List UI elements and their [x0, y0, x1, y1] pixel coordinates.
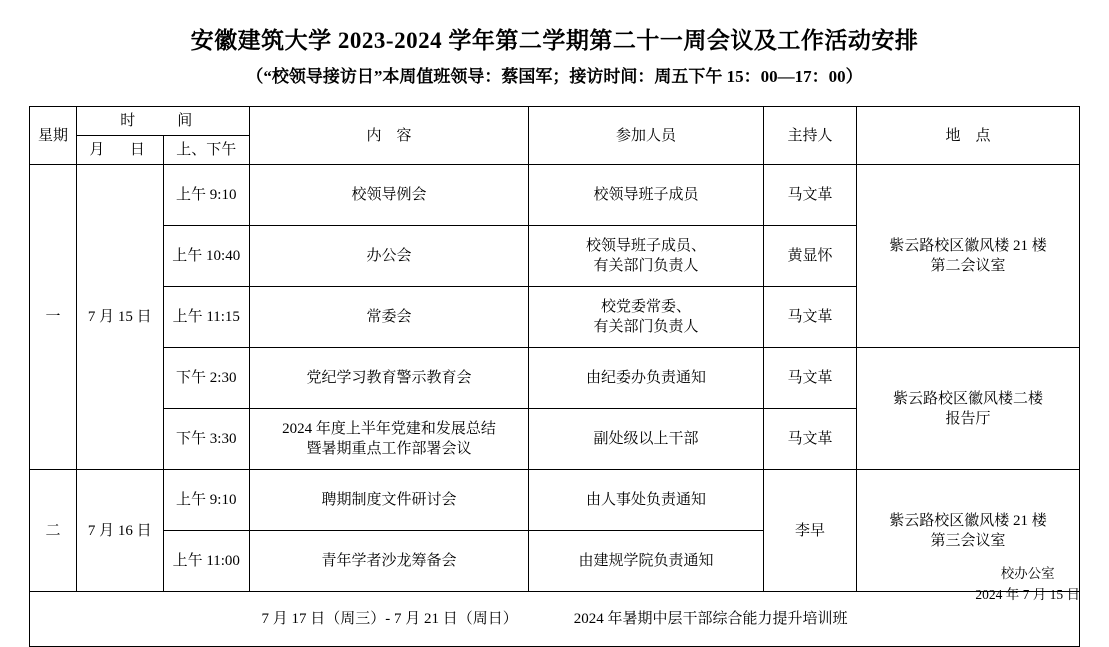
header-weekday: 星期 — [30, 106, 77, 165]
table-row — [30, 348, 1080, 409]
schedule-table — [29, 106, 1080, 647]
header-ampm: 上、下午 — [163, 136, 250, 165]
training-date-range: 7 月 17 日（周三）- 7 月 21 日（周日） — [261, 611, 518, 628]
row-participants: 副处级以上干部 — [529, 409, 764, 470]
table-row — [30, 470, 1080, 531]
header-content: 内 容 — [250, 106, 529, 165]
row-content: 常委会 — [250, 287, 529, 348]
training-event: 2024 年暑期中层干部综合能力提升培训班 — [573, 611, 848, 628]
row-content: 聘期制度文件研讨会 — [250, 470, 529, 531]
row-weekday: 二 — [30, 470, 77, 592]
row-time: 下午 2:30 — [163, 348, 250, 409]
row-date: 7 月 15 日 — [77, 165, 164, 470]
footer-block — [975, 564, 1080, 606]
row-place: 紫云路校区徽风楼 21 楼 第二会议室 — [857, 165, 1080, 348]
row-host: 马文革 — [764, 165, 857, 226]
table-header-row-1 — [30, 106, 1080, 135]
header-date: 月 日 — [77, 136, 164, 165]
row-host: 马文革 — [764, 348, 857, 409]
row-participants: 校领导班子成员、 有关部门负责人 — [529, 226, 764, 287]
table-row — [30, 165, 1080, 226]
header-time-group: 时 间 — [77, 106, 250, 135]
row-weekday: 一 — [30, 165, 77, 470]
page-subtitle: （“校领导接访日”本周值班领导：蔡国军；接访时间：周五下午 15：00—17：00） — [246, 66, 863, 86]
row-time: 上午 9:10 — [163, 165, 250, 226]
row-participants: 校领导班子成员 — [529, 165, 764, 226]
row-content: 党纪学习教育警示教育会 — [250, 348, 529, 409]
row-place: 紫云路校区徽风楼二楼 报告厅 — [857, 348, 1080, 470]
row-time: 下午 3:30 — [163, 409, 250, 470]
row-content: 校领导例会 — [250, 165, 529, 226]
page-title: 安徽建筑大学 2023-2024 学年第二学期第二十一周会议及工作活动安排 — [190, 28, 919, 53]
footer-office: 校办公室 — [1000, 566, 1055, 582]
row-place: 紫云路校区徽风楼 21 楼 第三会议室 — [857, 470, 1080, 592]
row-content: 青年学者沙龙筹备会 — [250, 531, 529, 592]
row-host: 李早 — [764, 470, 857, 592]
row-participants: 由建规学院负责通知 — [529, 531, 764, 592]
row-participants: 由人事处负责通知 — [529, 470, 764, 531]
row-date: 7 月 16 日 — [77, 470, 164, 592]
row-time: 上午 9:10 — [163, 470, 250, 531]
header-place: 地 点 — [857, 106, 1080, 165]
row-host: 黄显怀 — [764, 226, 857, 287]
row-participants: 由纪委办负责通知 — [529, 348, 764, 409]
row-time: 上午 10:40 — [163, 226, 250, 287]
row-time: 上午 11:15 — [163, 287, 250, 348]
row-host: 马文革 — [764, 409, 857, 470]
footer-date: 2024 年 7 月 15 日 — [975, 587, 1080, 603]
row-host: 马文革 — [764, 287, 857, 348]
row-time: 上午 11:00 — [163, 531, 250, 592]
schedule-table-wrapper — [29, 106, 1080, 647]
document-page — [0, 26, 1109, 628]
training-row — [30, 592, 1080, 647]
row-content: 2024 年度上半年党建和发展总结 暨暑期重点工作部署会议 — [250, 409, 529, 470]
row-participants: 校党委常委、 有关部门负责人 — [529, 287, 764, 348]
row-content: 办公会 — [250, 226, 529, 287]
header-participants: 参加人员 — [529, 106, 764, 165]
header-host: 主持人 — [764, 106, 857, 165]
training-cell — [30, 592, 1080, 647]
